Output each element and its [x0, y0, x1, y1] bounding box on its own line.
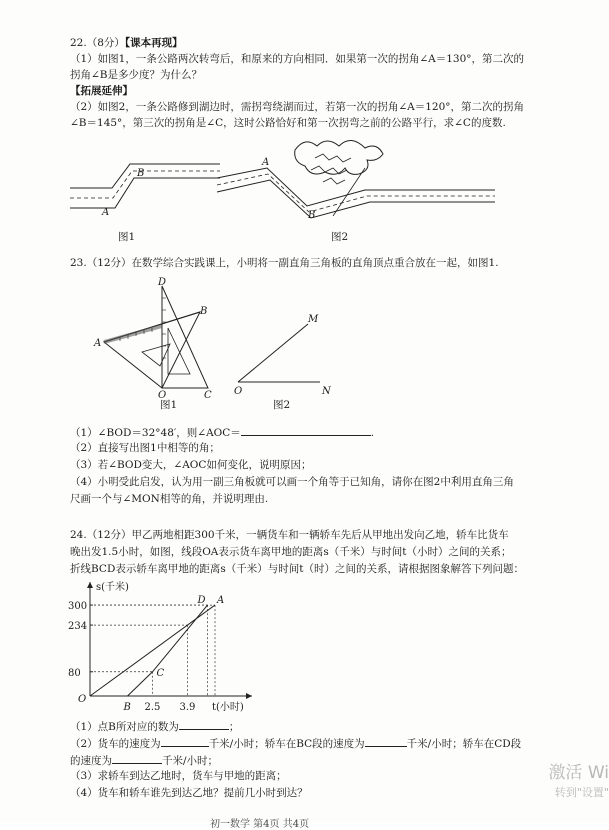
watermark-line1: 激活 Wi	[548, 763, 609, 783]
q22-figure2	[215, 128, 505, 228]
y-tick-label: 300	[68, 601, 88, 613]
fig2-label-B: B	[308, 210, 316, 221]
page-footer: 初一数学 第4页 共4页	[210, 819, 310, 830]
point-label-A: A	[217, 595, 225, 607]
q23-part3: （3）若∠BOD变大，∠AOC如何变化，说明原因；	[70, 459, 312, 471]
q24-blank-bc-speed[interactable]	[365, 735, 407, 747]
q23-part1: （1）∠BOD＝32°48′，则∠AOC＝ .	[70, 424, 374, 440]
q23-part4-line2: 尺画一个与∠MON相等的角，并说明理由.	[70, 493, 269, 505]
x-axis-arrow	[246, 693, 252, 699]
fig1-label-A: A	[102, 207, 110, 218]
origin-label: O	[78, 694, 87, 705]
q24-line3: 折线BCD表示轿车离甲地的距离s（千米）与时间t（时）之间的关系，请根据图象解答下列问题：	[70, 563, 524, 575]
fig23b-label-O: O	[234, 386, 243, 397]
q23-fig2-caption: 图2	[273, 399, 291, 411]
x-axis-label: t(小时)	[212, 702, 244, 713]
q24-blank-truck-speed[interactable]	[161, 735, 209, 747]
x-tick-label: 2.5	[144, 702, 161, 713]
q23-figure1	[90, 277, 230, 401]
q24-line2: 晚出发1.5小时，如图，线段OA表示货车离甲地的距离s（千米）与时间t（小时）之间的关系；	[70, 546, 512, 558]
y-tick-label: 80	[68, 667, 81, 679]
q22-figure1	[60, 148, 230, 228]
q22-header: 22.（8分）【课本再现】	[70, 37, 183, 49]
q22-part2-line2: ∠B＝145°，第三次的拐角是∠C，这时公路恰好和第一次拐弯之前的公路平行，求∠C的度数.	[70, 117, 506, 129]
fig23b-label-M: M	[308, 314, 319, 325]
y-axis-label: s(千米)	[96, 582, 129, 593]
point-label-D: D	[197, 595, 206, 607]
q22-extension-tag: 【拓展延伸】	[70, 85, 133, 97]
q23-intro: 23.（12分）在数学综合实践课上，小明将一副直角三角板的直角顶点重合放在一起，如图1.	[70, 257, 499, 269]
fig23-label-C: C	[204, 390, 212, 401]
watermark-line2: 转到"设置"	[554, 786, 609, 799]
q24-blank-b[interactable]	[179, 718, 229, 730]
fig1-label-B: B	[137, 168, 145, 179]
q24-blank-cd-speed[interactable]	[112, 752, 162, 764]
q24-question1: （1）点B所对应的数为 ；	[70, 718, 239, 734]
q22-fig1-caption: 图1	[118, 231, 136, 243]
q24-graph	[60, 580, 260, 715]
x-tick-label: 3.9	[179, 702, 196, 713]
q23-figure2	[230, 310, 340, 397]
q22-part1-line2: 拐角∠B是多少度？为什么？	[70, 69, 203, 81]
q22-fig2-caption: 图2	[331, 231, 349, 243]
fig23-label-D: D	[158, 277, 167, 288]
fig23-label-B: B	[200, 306, 208, 317]
fig23b-label-N: N	[322, 386, 331, 397]
q23-answer-blank[interactable]	[241, 424, 371, 436]
q22-part2-line1: （2）如图2，一条公路修到湖边时，需拐弯绕湖而过，若第一次的拐角∠A＝120°，第二次的拐角	[70, 101, 525, 113]
y-axis-arrow	[87, 582, 93, 588]
q24-question2-line2: 的速度为 千米/小时；	[70, 752, 218, 768]
y-tick-label: 234	[68, 621, 88, 633]
fig23-label-O: O	[158, 390, 167, 401]
point-label-C: C	[156, 667, 165, 679]
q24-question2-line1: （2）货车的速度为 千米/小时；轿车在BC段的速度为 千米/小时；轿车在CD段	[70, 735, 521, 751]
fig23-label-A: A	[94, 338, 102, 349]
fig2-label-A: A	[262, 157, 270, 168]
q23-part2: （2）直接写出图1中相等的角；	[70, 442, 220, 454]
q22-part1-line1: （1）如图1，一条公路两次转弯后，和原来的方向相同．如果第一次的拐角∠A＝130°，第二次的	[70, 53, 525, 65]
q24-question3: （3）求轿车到达乙地时，货车与甲地的距离；	[70, 770, 287, 782]
q23-part4-line1: （4）小明受此启发，认为用一副三角板就可以画一个角等于已知角，请你在图2中利用直角三角	[70, 476, 514, 488]
q24-question4: （4）货车和轿车谁先到达乙地？提前几小时到达？	[70, 787, 308, 799]
q24-line1: 24.（12分）甲乙两地相距300千米，一辆货车和一辆轿车先后从甲地出发向乙地，轿车比货车	[70, 529, 509, 541]
point-label-B: B	[123, 702, 131, 713]
q23-fig1-caption: 图1	[160, 399, 178, 411]
